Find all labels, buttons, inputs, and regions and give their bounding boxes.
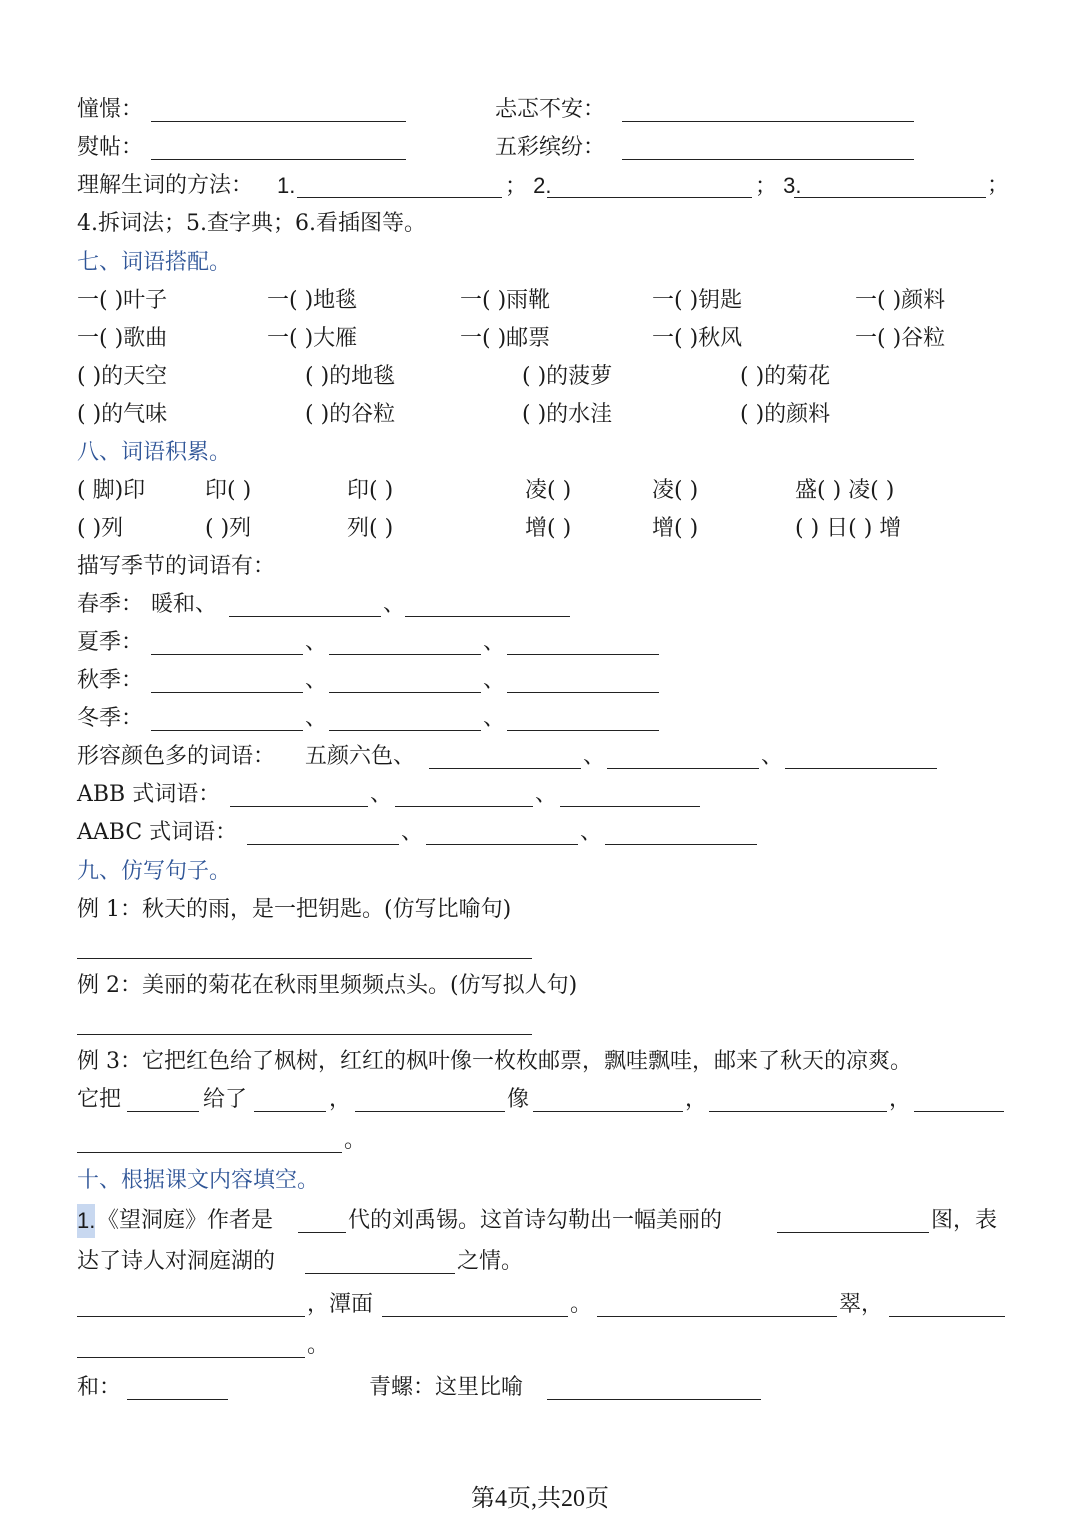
- qingluo-label: 青螺：这里比喻: [369, 1375, 524, 1400]
- answer-blank[interactable]: [77, 1335, 305, 1358]
- fill-text: 给了: [203, 1087, 248, 1112]
- answer-blank[interactable]: [329, 708, 481, 731]
- seasons-title: 描写季节的词语有：: [77, 554, 276, 579]
- separator: 、: [401, 820, 424, 845]
- answer-blank[interactable]: [605, 822, 757, 845]
- q1-text: 《望洞庭》作者是: [97, 1208, 274, 1233]
- section-10-title: 十、根据课文内容填空。: [77, 1168, 320, 1193]
- answer-blank[interactable]: [785, 746, 937, 769]
- answer-blank[interactable]: [507, 632, 659, 655]
- word-item: ( )列: [77, 516, 124, 541]
- word-item: 增( ): [525, 516, 572, 541]
- answer-blank[interactable]: [151, 708, 303, 731]
- match-item: 一( )雨靴: [460, 288, 551, 313]
- match-item: 一( )大雁: [267, 326, 358, 351]
- q1-cont-row: [77, 1245, 1005, 1279]
- aabc-label: AABC 式词语：: [77, 820, 238, 845]
- vocab-row-1: [77, 93, 1005, 127]
- answer-blank[interactable]: [405, 594, 570, 617]
- separator: 、: [535, 782, 558, 807]
- word-item: 凌( ): [525, 478, 572, 503]
- answer-blank[interactable]: [889, 1294, 1005, 1317]
- answer-blank[interactable]: [507, 708, 659, 731]
- answer-line[interactable]: [77, 1034, 532, 1035]
- spring-given: 暖和、: [151, 592, 218, 617]
- answer-blank[interactable]: [77, 1130, 342, 1153]
- word-wucai: 五彩缤纷：: [495, 135, 606, 160]
- match-item: 一( )叶子: [77, 288, 168, 313]
- section-9-title: 九、仿写句子。: [77, 859, 232, 884]
- q1-text: 代的刘禹锡。这首诗勾勒出一幅美丽的: [348, 1208, 723, 1233]
- word-yutie: 熨帖：: [77, 135, 144, 160]
- poem-text: 。: [570, 1292, 593, 1317]
- word-item: ( )列: [205, 516, 252, 541]
- separator: 、: [305, 630, 328, 655]
- autumn-row: [77, 664, 1005, 698]
- word-item: 列( ): [347, 516, 394, 541]
- answer-blank[interactable]: [622, 99, 914, 122]
- poem-text: ，潭面: [307, 1292, 374, 1317]
- answer-blank[interactable]: [127, 1089, 199, 1112]
- abb-row: [77, 778, 1005, 812]
- sec8-row-2: [77, 512, 1005, 546]
- answer-blank[interactable]: [77, 1294, 305, 1317]
- answer-blank[interactable]: [297, 175, 502, 198]
- answer-blank[interactable]: [127, 1377, 228, 1400]
- answer-blank[interactable]: [426, 822, 578, 845]
- match-item: ( )的颜料: [740, 402, 831, 427]
- q1-row: [77, 1204, 1005, 1238]
- answer-blank[interactable]: [151, 99, 406, 122]
- answer-blank[interactable]: [607, 746, 759, 769]
- match-item: 一( )秋风: [652, 326, 743, 351]
- word-item: ( 脚)印: [77, 478, 146, 503]
- answer-blank[interactable]: [305, 1251, 455, 1274]
- answer-blank[interactable]: [247, 822, 399, 845]
- answer-blank[interactable]: [230, 784, 368, 807]
- separator: 、: [483, 668, 506, 693]
- fill-text: ，: [889, 1087, 912, 1112]
- match-item: 一( )钥匙: [652, 288, 743, 313]
- answer-blank[interactable]: [914, 1089, 1004, 1112]
- autumn-label: 秋季：: [77, 668, 144, 693]
- spring-label: 春季：: [77, 592, 144, 617]
- answer-blank[interactable]: [151, 670, 303, 693]
- answer-blank[interactable]: [777, 1210, 929, 1233]
- sec8-row-1: [77, 474, 1005, 508]
- word-item: 凌( ): [652, 478, 699, 503]
- match-item: 一( )颜料: [855, 288, 946, 313]
- answer-blank[interactable]: [533, 1089, 683, 1112]
- fill-text: ，: [685, 1087, 708, 1112]
- answer-blank[interactable]: [794, 175, 986, 198]
- match-item: ( )的谷粒: [305, 402, 396, 427]
- he-qingluo-row: [77, 1371, 1005, 1405]
- abb-label: ABB 式词语：: [77, 782, 221, 807]
- fill-text: ，: [329, 1087, 352, 1112]
- match-item: 一( )地毯: [267, 288, 358, 313]
- sec7-row-2: [77, 322, 1005, 356]
- answer-blank[interactable]: [298, 1210, 346, 1233]
- q1-text: 图，表: [931, 1208, 998, 1233]
- poem-text: 。: [307, 1333, 330, 1358]
- answer-blank[interactable]: [329, 670, 481, 693]
- fill-text: 它把: [77, 1087, 122, 1112]
- word-item: 印( ): [205, 478, 252, 503]
- separator: 、: [370, 782, 393, 807]
- methods-rest: 4.拆词法；5.查字典；6.看插图等。: [77, 211, 426, 236]
- match-item: 一( )歌曲: [77, 326, 168, 351]
- colors-given: 五颜六色、: [305, 744, 416, 769]
- colors-label: 形容颜色多的词语：: [77, 744, 276, 769]
- spring-row: [77, 588, 1005, 622]
- word-item: 盛( ) 凌( ): [795, 478, 895, 503]
- separator: 、: [583, 744, 606, 769]
- colors-row: [77, 740, 1005, 774]
- fill-text: 像: [507, 1087, 530, 1112]
- separator: 、: [483, 630, 506, 655]
- word-item: ( ) 日( ) 增: [795, 516, 902, 541]
- answer-blank[interactable]: [395, 784, 533, 807]
- fill-text: 。: [344, 1128, 367, 1153]
- match-item: ( )的菊花: [740, 364, 831, 389]
- word-tante: 忐忑不安：: [495, 97, 606, 122]
- winter-label: 冬季：: [77, 706, 144, 731]
- answer-blank[interactable]: [547, 1377, 761, 1400]
- word-item: 印( ): [347, 478, 394, 503]
- summer-row: [77, 626, 1005, 660]
- word-chongjing: 憧憬：: [77, 97, 144, 122]
- answer-blank[interactable]: [229, 594, 381, 617]
- answer-blank[interactable]: [560, 784, 700, 807]
- example-1: 例 1：秋天的雨，是一把钥匙。(仿写比喻句): [77, 897, 512, 922]
- method-2-number: ； 2.: [505, 173, 552, 198]
- answer-blank[interactable]: [709, 1089, 887, 1112]
- match-item: ( )的地毯: [305, 364, 396, 389]
- answer-blank[interactable]: [622, 137, 914, 160]
- poem-end-row: [77, 1329, 1005, 1363]
- answer-blank[interactable]: [254, 1089, 326, 1112]
- winter-row: [77, 702, 1005, 736]
- match-item: 一( )谷粒: [855, 326, 946, 351]
- page-footer: 第4页,共20页: [471, 1486, 609, 1512]
- sec7-row-1: [77, 284, 1005, 318]
- example-3-fill-end: [77, 1124, 1005, 1158]
- match-item: 一( )邮票: [460, 326, 551, 351]
- summer-label: 夏季：: [77, 630, 144, 655]
- question-number: 1.: [77, 1204, 95, 1238]
- answer-blank[interactable]: [429, 746, 581, 769]
- q1-text: 达了诗人对洞庭湖的: [77, 1249, 276, 1274]
- answer-blank[interactable]: [151, 632, 303, 655]
- section-7-title: 七、词语搭配。: [77, 250, 232, 275]
- sec7-row-4: [77, 398, 1005, 432]
- method-3-number: ； 3.: [755, 173, 802, 198]
- separator: 、: [305, 668, 328, 693]
- answer-blank[interactable]: [597, 1294, 837, 1317]
- method-1-number: 1.: [277, 173, 296, 198]
- he-label: 和：: [77, 1375, 122, 1400]
- separator: 、: [761, 744, 784, 769]
- poem-row: [77, 1288, 1005, 1322]
- q1-text: 之情。: [457, 1249, 524, 1274]
- answer-blank[interactable]: [151, 137, 406, 160]
- match-item: ( )的天空: [77, 364, 168, 389]
- vocab-row-2: [77, 131, 1005, 165]
- match-item: ( )的气味: [77, 402, 168, 427]
- separator: 、: [483, 706, 506, 731]
- example-2: 例 2：美丽的菊花在秋雨里频频点头。(仿写拟人句): [77, 973, 578, 998]
- answer-blank[interactable]: [382, 1294, 568, 1317]
- match-item: ( )的水洼: [522, 402, 613, 427]
- match-item: ( )的菠萝: [522, 364, 613, 389]
- sec7-row-3: [77, 360, 1005, 394]
- aabc-row: [77, 816, 1005, 850]
- example-3-fill: [77, 1083, 1005, 1117]
- word-item: 增( ): [652, 516, 699, 541]
- section-8-title: 八、词语积累。: [77, 440, 232, 465]
- poem-text: 翠，: [839, 1292, 884, 1317]
- example-3: 例 3：它把红色给了枫树，红红的枫叶像一枚枚邮票，飘哇飘哇，邮来了秋天的凉爽。: [77, 1049, 912, 1074]
- answer-blank[interactable]: [547, 175, 752, 198]
- answer-blank[interactable]: [507, 670, 659, 693]
- answer-blank[interactable]: [355, 1089, 505, 1112]
- separator: 、: [383, 592, 406, 617]
- methods-row: [77, 169, 1010, 203]
- answer-blank[interactable]: [329, 632, 481, 655]
- separator: 、: [580, 820, 603, 845]
- methods-label: 理解生词的方法：: [77, 173, 254, 198]
- answer-line[interactable]: [77, 958, 532, 959]
- separator: 、: [305, 706, 328, 731]
- punct: ；: [987, 173, 1010, 198]
